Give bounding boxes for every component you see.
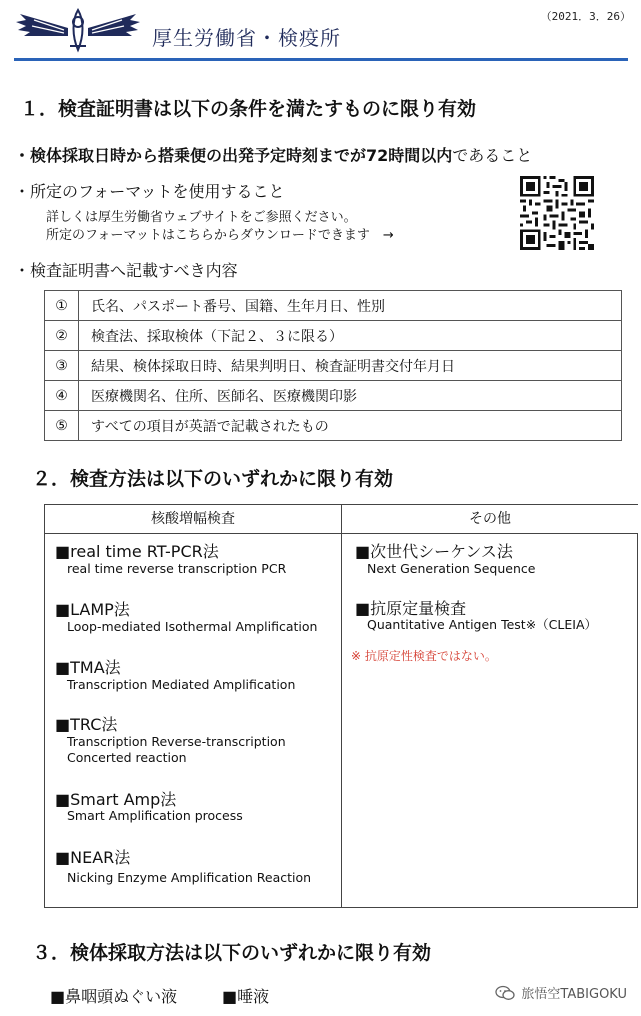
bullet-72-hours-bold: ・検体採取日時から搭乗便の出発予定時刻までが72時間以内	[14, 146, 453, 165]
method-name: ■TMA法	[55, 658, 121, 677]
item-number: ④	[45, 381, 79, 411]
header-divider	[14, 58, 628, 61]
test-methods-table	[44, 504, 638, 908]
bullet-contents: ・検査証明書へ記載すべき内容	[14, 261, 238, 280]
method-name: ■LAMP法	[55, 600, 130, 619]
antigen-note: ※ 抗原定性検査ではない。	[351, 649, 497, 663]
item-text: 結果、検体採取日時、結果判明日、検査証明書交付年月日	[79, 351, 622, 381]
method-description: Transcription Reverse-transcription Concerted reaction	[67, 734, 286, 765]
bullet-72-hours-rest: であること	[452, 146, 533, 165]
detail-download[interactable]: 所定のフォーマットはこちらからダウンロードできます →	[46, 228, 394, 243]
item-text: すべての項目が英語で記載されたもの	[79, 411, 622, 441]
bullet-72-hours	[14, 143, 532, 166]
column-header-nucleic-acid: 核酸増幅検査	[45, 505, 341, 534]
item-text: 検査法、採取検体（下記２、３に限る）	[79, 321, 622, 351]
bullet-format: ・所定のフォーマットを使用すること	[14, 182, 285, 201]
column-header-other: その他	[342, 505, 638, 534]
item-text: 氏名、パスポート番号、国籍、生年月日、性別	[79, 291, 622, 321]
item-text: 医療機関名、住所、医師名、医療機関印影	[79, 381, 622, 411]
method-description: Next Generation Sequence	[367, 561, 536, 576]
method-name: ■次世代シーケンス法	[355, 542, 513, 561]
method-description: Nicking Enzyme Amplification Reaction	[67, 870, 312, 885]
method-description: real time reverse transcription PCR	[67, 561, 287, 576]
method-name: ■TRC法	[55, 715, 118, 734]
sampling-option-saliva: ■唾液	[222, 987, 270, 1006]
method-description: Loop-mediated Isothermal Amplification	[67, 619, 318, 634]
column-divider	[341, 505, 342, 907]
table-row	[45, 411, 622, 441]
section2-title: ２．検査方法は以下のいずれかに限り有効	[32, 468, 394, 490]
method-name: ■NEAR法	[55, 848, 131, 867]
method-name: ■Smart Amp法	[55, 790, 177, 809]
table-row	[45, 351, 622, 381]
table-row	[45, 291, 622, 321]
item-number: ③	[45, 351, 79, 381]
item-number: ①	[45, 291, 79, 321]
method-name: ■抗原定量検査	[355, 599, 467, 618]
table-row	[45, 381, 622, 411]
method-description: Quantitative Antigen Test※（CLEIA）	[367, 617, 597, 632]
method-description: Smart Amplification process	[67, 808, 243, 823]
watermark-text: 旅悟空TABIGOKU	[521, 987, 627, 1002]
method-name: ■real time RT-PCR法	[55, 542, 219, 561]
required-items-table	[44, 290, 622, 441]
detail-website: 詳しくは厚生労働省ウェブサイトをご参照ください。	[46, 210, 357, 225]
table-row	[45, 321, 622, 351]
org-title: 厚生労働省・検疫所	[152, 26, 341, 50]
watermark	[495, 983, 627, 1002]
sampling-option-nasopharyngeal: ■鼻咽頭ぬぐい液	[50, 987, 178, 1006]
section1-title: １．検査証明書は以下の条件を満たすものに限り有効	[20, 98, 477, 120]
ministry-emblem-logo	[14, 6, 142, 56]
section3-title: ３．検体採取方法は以下のいずれかに限り有効	[32, 942, 432, 964]
method-description: Transcription Mediated Amplification	[67, 677, 296, 692]
qr-code-icon[interactable]	[520, 176, 594, 250]
wechat-icon	[495, 985, 515, 1001]
item-number: ⑤	[45, 411, 79, 441]
item-number: ②	[45, 321, 79, 351]
date-label: （2021．3．26）	[540, 10, 631, 23]
